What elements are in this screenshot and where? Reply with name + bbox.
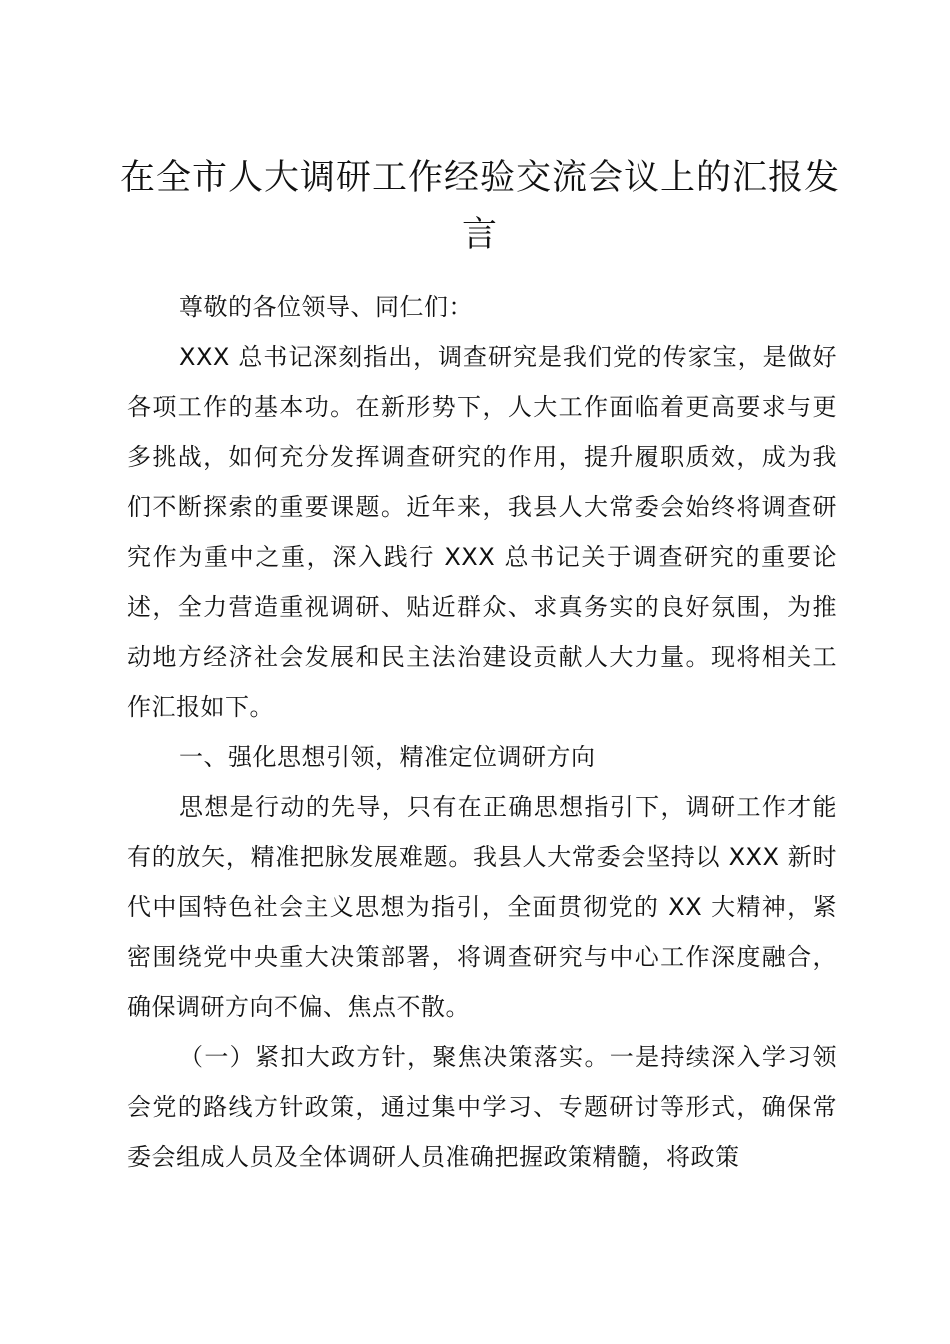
document-title: 在全市人大调研工作经验交流会议上的汇报发言 — [119, 158, 840, 255]
intro-paragraph: XXX 总书记深刻指出，调查研究是我们党的传家宝，是做好各项工作的基本功。在新形势下，人大工作面临着更高要求与更多挑战，如何充分发挥调查研究的作用，提升履职质效，成为我们不断探索的重要课题。近年来，我县人大常委会始终将调查研究作为重中之重，深入践行 XXX 总书记关于调查研究的重要论述，全力营造重视调研、贴近群众、求真务实的良好氛围，为推动地方经济社会发展和民主法治建设贡献人大力量。现将相关工作汇报如下。 — [127, 343, 837, 721]
section-paragraph: 思想是行动的先导，只有在正确思想指引下，调研工作才能有的放矢，精准把脉发展难题。我县人大常委会坚持以 XXX 新时代中国特色社会主义思想为指引，全面贯彻党的 XX 大精神，紧密围绕党中央重大决策部署，将调查研究与中心工作深度融合，确保调研方向不偏、焦点不散。 — [127, 793, 837, 1021]
section-heading: 一、强化思想引领，精准定位调研方向 — [179, 743, 596, 771]
salutation-paragraph: 尊敬的各位领导、同仁们： — [179, 293, 473, 321]
subsection-paragraph: （一）紧扣大政方针，聚焦决策落实。一是持续深入学习领会党的路线方针政策，通过集中学习、专题研讨等形式，确保常委会组成人员及全体调研人员准确把握政策精髓，将政策 — [127, 1043, 837, 1171]
document-body — [127, 282, 837, 1182]
